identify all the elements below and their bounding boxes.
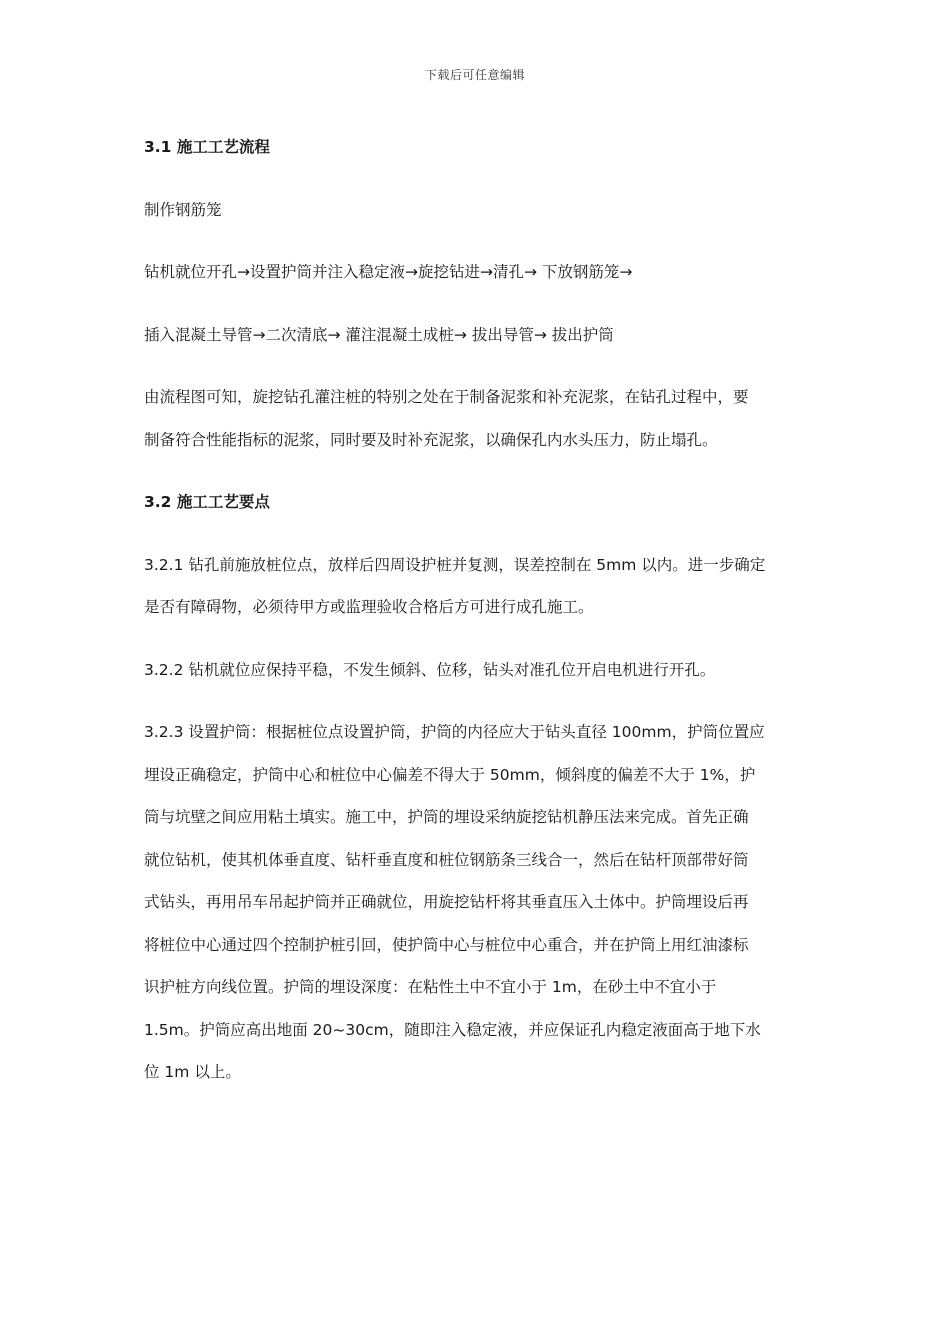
paragraph-3-2-1-line-1: 3.2.1 钻孔前施放桩位点，放样后四周设护桩并复测，误差控制在 5mm 以内。进一步确定 (144, 555, 766, 574)
flow-line-3: 插入混凝土导管→二次清底→ 灌注混凝土成桩→ 拔出导管→ 拔出护筒 (144, 325, 614, 344)
paragraph-3-2-1-line-2: 是否有障碍物，必须待甲方或监理验收合格后方可进行成孔施工。 (144, 598, 594, 616)
paragraph-3-2-3-line-6: 将桩位中心通过四个控制护桩引回，使护筒中心与桩位中心重合，并在护筒上用红油漆标 (144, 935, 749, 954)
paragraph-3-2-3-line-5: 式钻头，再用吊车吊起护筒并正确就位，用旋挖钻杆将其垂直压入土体中。护筒埋设后再 (144, 893, 749, 911)
flow-note-line-2: 制备符合性能指标的泥浆，同时要及时补充泥浆，以确保孔内水头压力，防止塌孔。 (144, 430, 718, 449)
section-heading-3-2: 3.2 施工工艺要点 (144, 493, 270, 511)
section-heading-3-1: 3.1 施工工艺流程 (144, 138, 270, 156)
paragraph-3-2-3-line-9: 位 1m 以上。 (144, 1063, 241, 1081)
paragraph-3-2-3-line-4: 就位钻机，使其机体垂直度、钻杆垂直度和桩位钢筋条三线合一，然后在钻杆顶部带好筒 (144, 850, 749, 869)
paragraph-3-2-2-line-1: 3.2.2 钻机就位应保持平稳，不发生倾斜、位移，钻头对准孔位开启电机进行开孔。 (144, 660, 716, 679)
flow-line-2: 钻机就位开孔→设置护筒并注入稳定液→旋挖钻进→清孔→ 下放钢筋笼→ (144, 263, 633, 281)
paragraph-3-2-3-line-7: 识护桩方向线位置。护筒的埋设深度：在粘性土中不宜小于 1m，在砂土中不宜小于 (144, 978, 717, 996)
paragraph-3-2-3-line-2: 埋设正确稳定，护筒中心和桩位中心偏差不得大于 50mm，倾斜度的偏差不大于 1%，护 (144, 765, 756, 784)
paragraph-3-2-3-line-1: 3.2.3 设置护筒：根据桩位点设置护筒，护筒的内径应大于钻头直径 100mm，护筒位置应 (144, 723, 765, 741)
header-note: 下载后可任意编辑 (424, 68, 525, 82)
document-body (144, 126, 804, 1094)
flow-note-line-1: 由流程图可知，旋挖钻孔灌注桩的特别之处在于制备泥浆和补充泥浆，在钻孔过程中，要 (144, 388, 749, 406)
flow-line-1: 制作钢筋笼 (144, 200, 222, 219)
paragraph-3-2-3-line-8: 1.5m。护筒应高出地面 20~30cm，随即注入稳定液，并应保证孔内稳定液面高于地下水 (144, 1020, 761, 1039)
paragraph-3-2-3-line-3: 筒与坑壁之间应用粘土填实。施工中，护筒的埋设采纳旋挖钻机静压法来完成。首先正确 (144, 808, 749, 826)
